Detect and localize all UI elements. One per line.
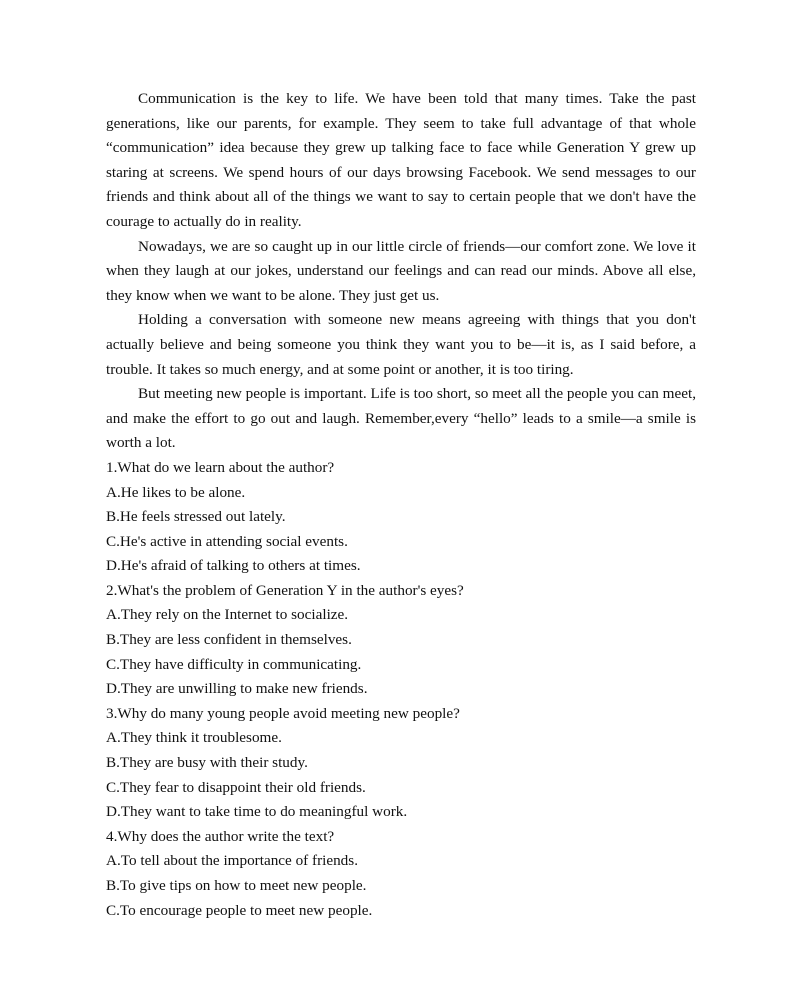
question-block-1 <box>106 456 696 579</box>
passage-paragraph: But meeting new people is important. Life is too short, so meet all the people you can meet, and make the effort to go out and laugh. Remember,every “hello” leads to a smile—a smile is worth a lot. <box>106 385 696 452</box>
answer-option: B.They are busy with their study. <box>106 754 308 772</box>
answer-option: C.They fear to disappoint their old friends. <box>106 778 366 796</box>
answer-option: D.He's afraid of talking to others at times. <box>106 557 361 575</box>
answer-option: C.To encourage people to meet new people. <box>106 901 373 919</box>
answer-option: B.He feels stressed out lately. <box>106 508 286 526</box>
answer-option: A.He likes to be alone. <box>106 483 246 501</box>
question-block-3 <box>106 702 696 825</box>
reading-passage <box>106 87 696 456</box>
passage-paragraph: Communication is the key to life. We have been told that many times. Take the past generations, like our parents, for example. They seem to take full advantage of that whole “communication” idea because they grew up talking face to face while Generation Y grew up staring at screens. We spend hours of our days browsing Facebook. We send messages to our friends and think about all of the things we want to say to certain people that we don't have the courage to actually do in reality. <box>106 90 696 230</box>
passage-paragraph: Nowadays, we are so caught up in our little circle of friends—our comfort zone. We love it when they laugh at our jokes, understand our feelings and can read our minds. Above all else, they know when we want to be alone. They just get us. <box>106 237 696 304</box>
answer-option: A.To tell about the importance of friends. <box>106 852 358 870</box>
question-stem: 1.What do we learn about the author? <box>106 458 335 476</box>
answer-option: B.To give tips on how to meet new people. <box>106 877 367 894</box>
answer-option: D.They are unwilling to make new friends. <box>106 680 368 698</box>
answer-option: C.He's active in attending social events. <box>106 532 348 550</box>
question-block-2 <box>106 579 696 702</box>
document-page <box>106 87 696 923</box>
answer-option: D.They want to take time to do meaningful work. <box>106 803 408 821</box>
answer-option: A.They rely on the Internet to socialize. <box>106 606 349 624</box>
question-stem: 4.Why does the author write the text? <box>106 827 335 845</box>
question-block-4 <box>106 825 696 923</box>
answer-option: C.They have difficulty in communicating. <box>106 655 362 673</box>
question-stem: 3.Why do many young people avoid meeting new people? <box>106 704 460 722</box>
answer-option: A.They think it troublesome. <box>106 729 282 747</box>
passage-paragraph: Holding a conversation with someone new means agreeing with things that you don't actually believe and being someone you think they want you to be—it is, as I said before, a trouble. It takes so much energy, and at some point or another, it is too tiring. <box>106 311 696 378</box>
answer-option: B.They are less confident in themselves. <box>106 631 352 649</box>
question-stem: 2.What's the problem of Generation Y in the author's eyes? <box>106 581 464 599</box>
